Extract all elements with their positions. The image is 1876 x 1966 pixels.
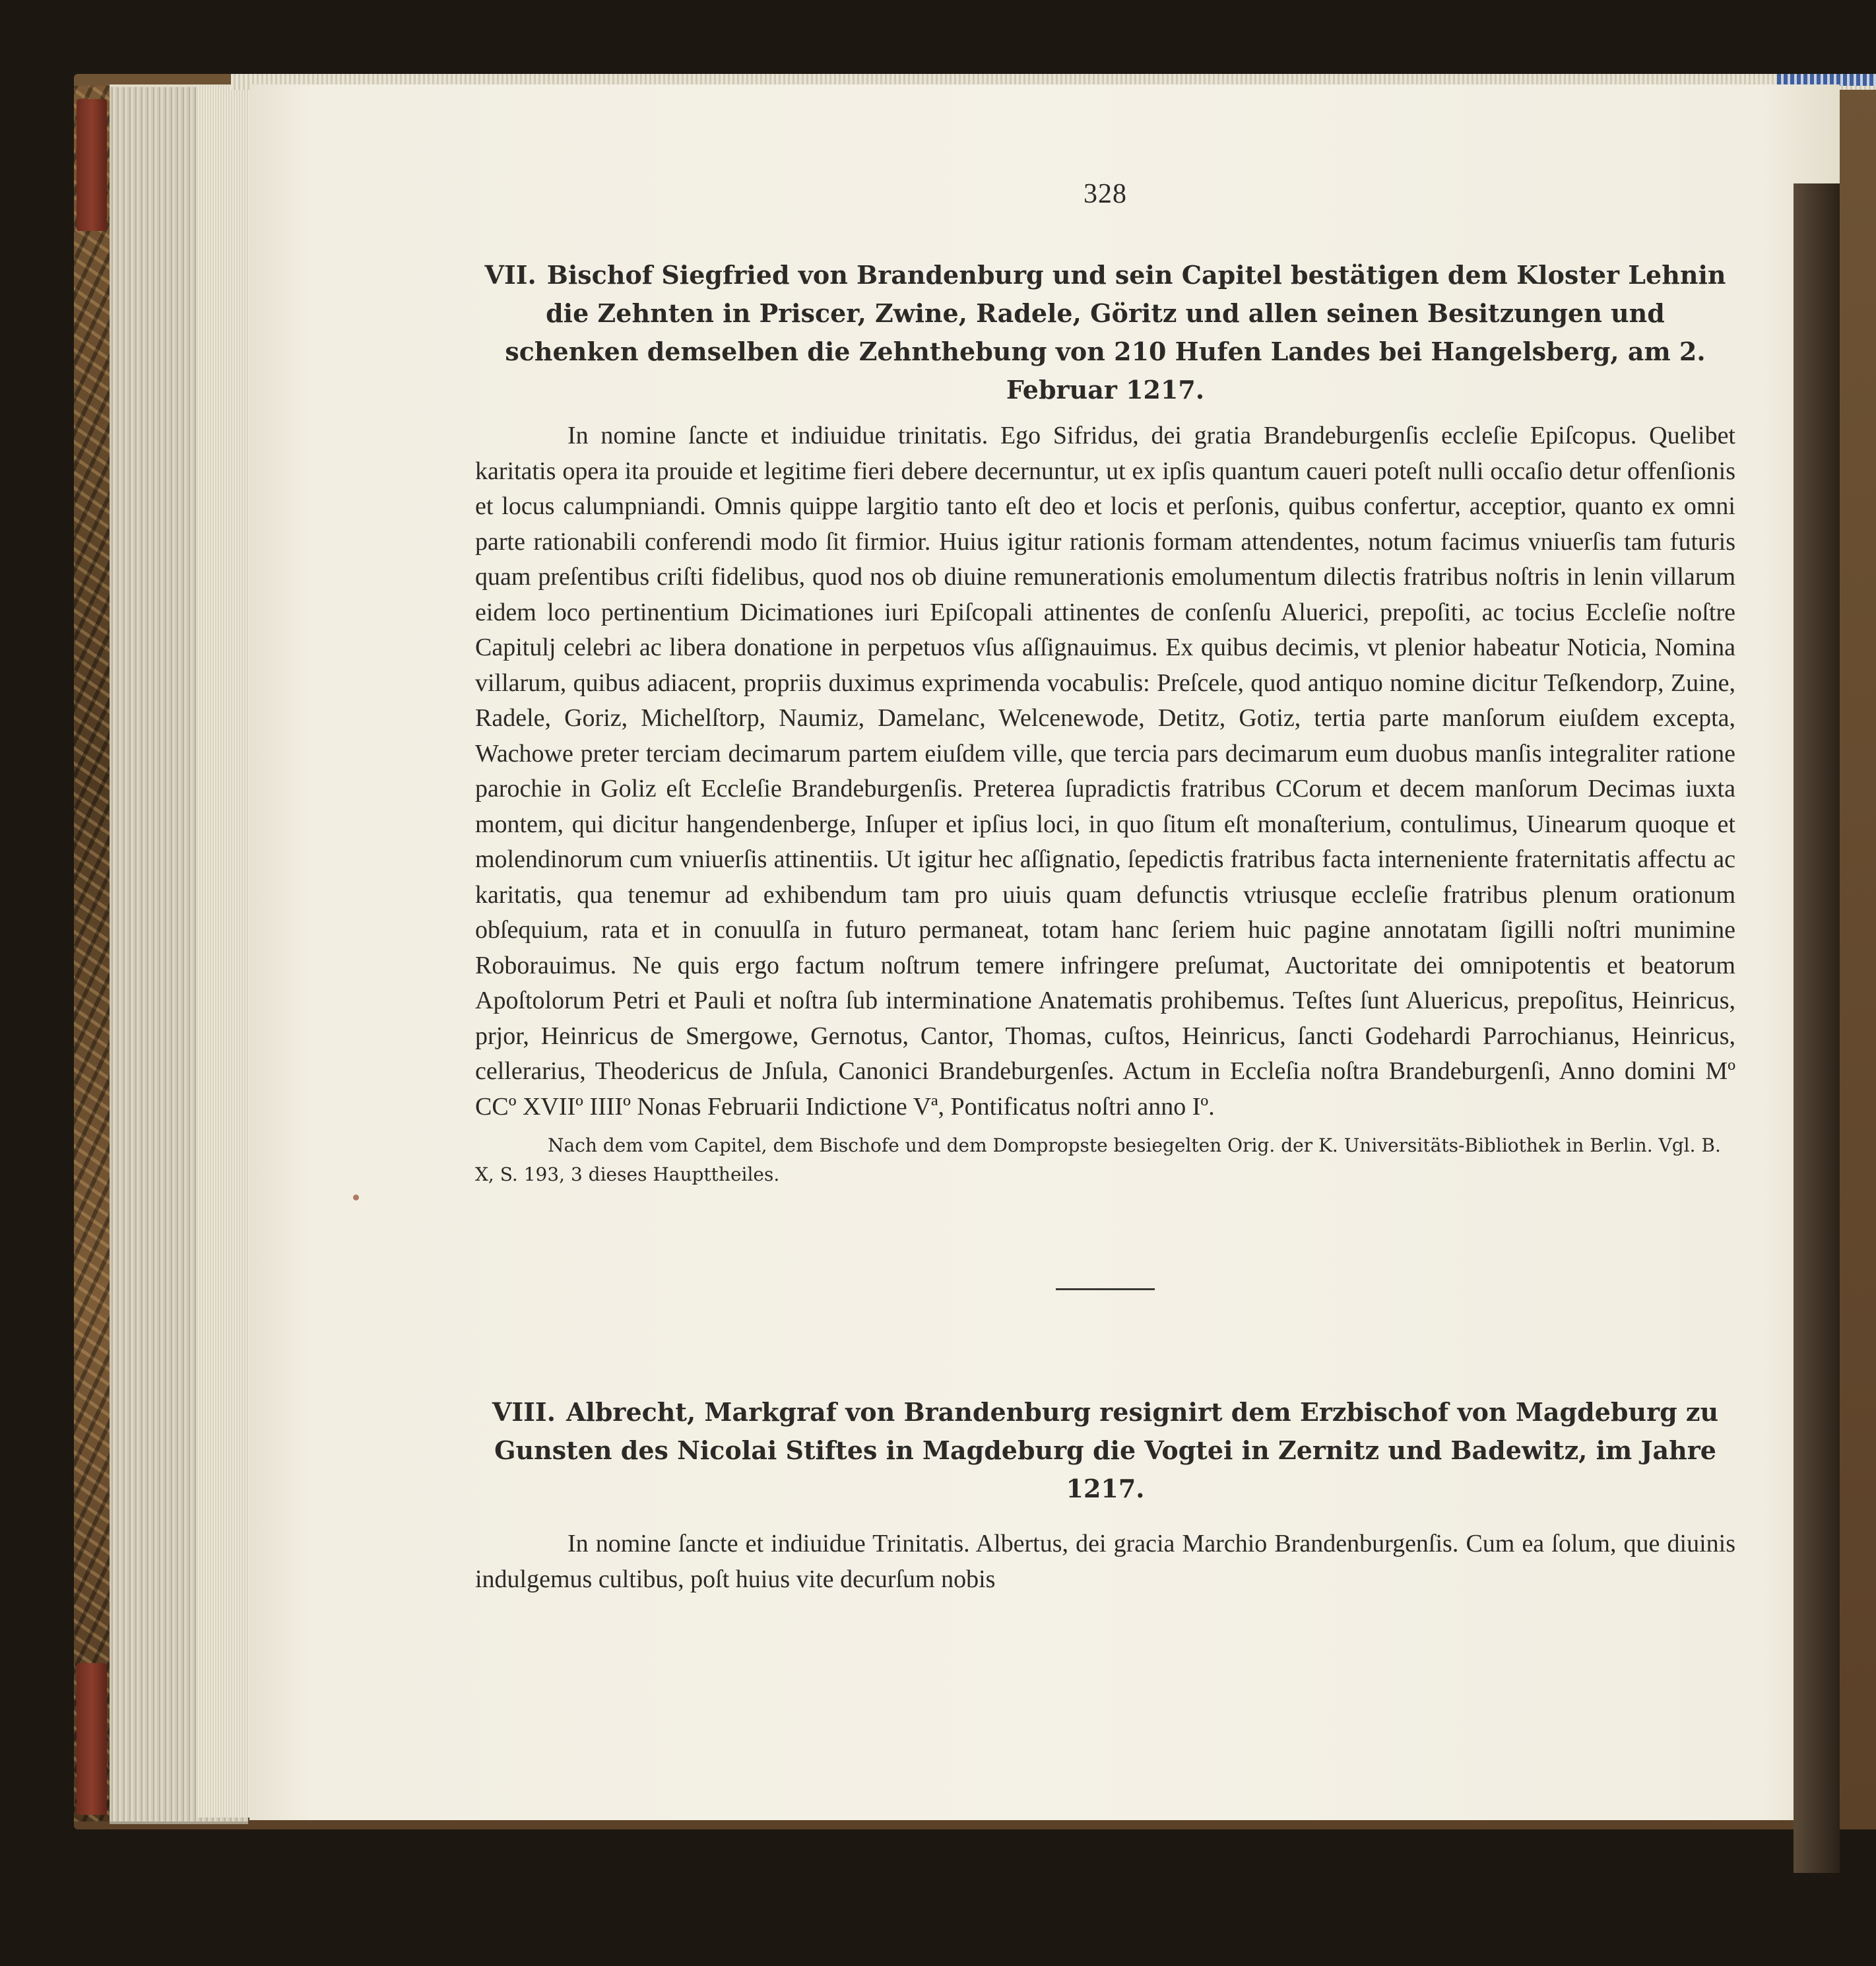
- document-heading-viii: [475, 1393, 1735, 1508]
- page-curl-shadow: [1794, 183, 1840, 1873]
- page-number: 328: [1084, 179, 1127, 209]
- page-stack-inner: [198, 86, 251, 1818]
- marbled-spine: [74, 86, 112, 1821]
- leather-corner-top: [77, 99, 107, 231]
- document-heading-vii: [475, 256, 1735, 409]
- document-title: Bischof Siegfried von Brandenburg und sein Capitel bestätigen dem Kloster Lehnin die Zehnten in Priscer, Zwine, Radele, Göritz und allen seinen Besitzungen und schenken demselben die Zehnthebung von 210 Hufen Landes bei Hangelsberg, am 2. Februar 1217.: [505, 260, 1726, 405]
- document-numeral: VII.: [484, 260, 536, 290]
- section-divider: [1056, 1288, 1155, 1290]
- ink-spot: [353, 1195, 359, 1200]
- document-numeral: VIII.: [492, 1397, 556, 1427]
- leather-corner-bottom: [77, 1663, 107, 1815]
- source-note: Nach dem vom Capitel, dem Bischofe und dem Dompropste besiegelten Orig. der K. Universitäts-Bibliothek in Berlin. Vgl. B. X, S. 193, 3 dieses Haupttheiles.: [475, 1134, 1721, 1185]
- page-content: [475, 178, 1735, 1597]
- document-title: Albrecht, Markgraf von Brandenburg resignirt dem Erzbischof von Magdeburg zu Gunsten des Nicolai Stiftes in Magdeburg die Vogtei in Zernitz und Badewitz, im Jahre 1217.: [494, 1397, 1719, 1503]
- document-text-viii: In nomine ſancte et indiuidue Trinitatis. Albertus, dei gracia Marchio Brandenburgenſis. Cum ea ſolum, que diuinis indulgemus cultibus, poſt huius vite decurſum nobis: [475, 1530, 1735, 1593]
- document-text-vii: In nomine ſancte et indiuidue trinitatis. Ego Sifridus, dei gratia Brandeburgenſis eccleſie Epiſcopus. Quelibet karitatis opera ita prouide et legitime fieri debere decernuntur, ut ex ipſis quantum caueri poteſt nulli occaſio detur offenſionis et locus calumpniandi. Omnis quippe largitio tanto eſt deo et locis et perſonis, quibus confertur, acceptior, quanto ex omni parte rationabili conferendi modo ſit firmior. Huius igitur rationis formam attendentes, notum facimus vniuerſis tam futuris quam preſentibus criſti fidelibus, quod nos ob diuine remunerationis emolumentum dilectis fratribus noſtris in lenin villarum eidem loco pertinentium Dicimationes iuri Epiſcopali attinentes de conſenſu Aluerici, prepoſiti, ac tocius Eccleſie noſtre Capitulj celebri ac libera donatione in perpetuos vſus aſſignauimus. Ex quibus decimis, vt plenior habeatur Noticia, Nomina villarum, quibus adiacent, propriis duximus exprimenda vocabulis: Preſcele, quod antiquo nomine dicitur Teſkendorp, Zuine, Radele, Goriz, Michelſtorp, Naumiz, Damelanc, Welcenewode, Detitz, Gotiz, tertia parte manſorum eiuſdem excepta, Wachowe preter terciam decimarum partem eiuſdem ville, que tercia pars decimarum eum duobus manſis integraliter ratione parochie in Goliz eſt Eccleſie Brandeburgenſis. Preterea ſupradictis fratribus CCorum et decem manſorum Decimas iuxta montem, qui dicitur hangendenberge, Inſuper et ipſius loci, in quo ſitum eſt monaſterium, contulimus, Uinearum quoque et molendinorum cum vniuerſis attinentiis. Ut igitur hec aſſignatio, ſepedictis fratribus facta interneniente fraternitatis affectu ac karitatis, qua tenemur ad exhibendum tam pro uiuis quam defunctis vtriusque eccleſie fratribus plenum orationum obſequium, rata et in conuulſa in futuro permaneat, totam hanc ſeriem huic pagine annotatam ſigilli noſtri munimine Roborauimus. Ne quis ergo factum noſtrum temere infringere preſumat, Auctoritate dei omnipotentis et beatorum Apoſtolorum Petri et Pauli et noſtra ſub interminatione Anatematis prohibemus. Teſtes ſunt Aluericus, prepoſitus, Heinricus, prjor, Heinricus de Smergowe, Gernotus, Cantor, Thomas, cuſtos, Heinricus, ſancti Godehardi Parrochianus, Heinricus, cellerarius, Theodericus de Jnſula, Canonici Brandeburgenſes. Actum in Eccleſia noſtra Brandeburgenſi, Anno domini Mº CCº XVIIº IIIIº Nonas Februarii Indictione Vª, Pontificatus noſtri anno Iº.: [475, 422, 1735, 1121]
